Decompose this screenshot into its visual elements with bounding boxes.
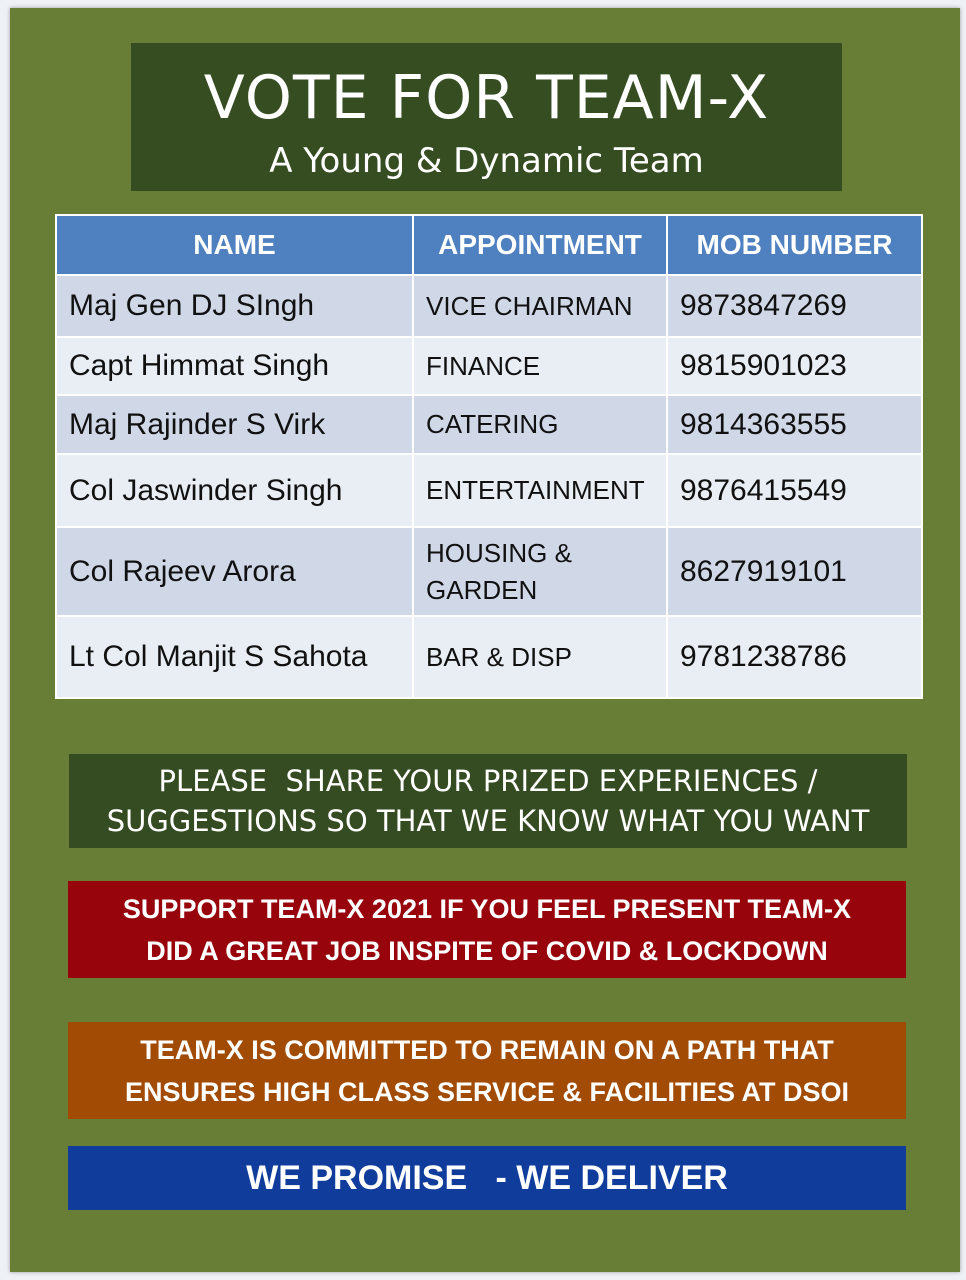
member-name: Capt Himmat Singh [56, 337, 413, 395]
table-row [56, 454, 922, 527]
promise-banner: WE PROMISE - WE DELIVER [68, 1146, 906, 1210]
table-row [56, 527, 922, 616]
member-name: Maj Rajinder S Virk [56, 395, 413, 454]
share-banner-line: SUGGESTIONS SO THAT WE KNOW WHAT YOU WANT [106, 804, 870, 838]
member-appointment: BAR & DISP [413, 616, 667, 698]
member-appointment: VICE CHAIRMAN [413, 275, 667, 337]
poster [10, 8, 960, 1272]
column-header-appointment: APPOINTMENT [413, 215, 667, 275]
member-mobile: 9781238786 [667, 616, 922, 698]
table-row [56, 337, 922, 395]
member-appointment [413, 527, 667, 616]
member-appointment: CATERING [413, 395, 667, 454]
member-mobile: 9873847269 [667, 275, 922, 337]
team-table [55, 214, 923, 699]
appointment-line: GARDEN [426, 574, 538, 605]
member-name: Lt Col Manjit S Sahota [56, 616, 413, 698]
member-name: Col Jaswinder Singh [56, 454, 413, 527]
member-appointment: ENTERTAINMENT [413, 454, 667, 527]
member-mobile: 9876415549 [667, 454, 922, 527]
commitment-banner [68, 1022, 906, 1119]
table-row [56, 616, 922, 698]
share-banner [69, 754, 907, 848]
table-row [56, 275, 922, 337]
member-name: Col Rajeev Arora [56, 527, 413, 616]
support-banner-line: DID A GREAT JOB INSPITE OF COVID & LOCKDOWN [146, 935, 828, 966]
title-box [131, 43, 842, 191]
member-mobile: 8627919101 [667, 527, 922, 616]
column-header-name: NAME [56, 215, 413, 275]
appointment-line: HOUSING & [426, 537, 572, 568]
member-mobile: 9814363555 [667, 395, 922, 454]
column-header-mobile: MOB NUMBER [667, 215, 922, 275]
commitment-banner-line: TEAM-X IS COMMITTED TO REMAIN ON A PATH THAT [140, 1034, 834, 1065]
commitment-banner-line: ENSURES HIGH CLASS SERVICE & FACILITIES AT DSOI [124, 1076, 850, 1107]
share-banner-line: PLEASE SHARE YOUR PRIZED EXPERIENCES / [158, 764, 818, 798]
member-mobile: 9815901023 [667, 337, 922, 395]
support-banner [68, 881, 906, 978]
member-name: Maj Gen DJ SIngh [56, 275, 413, 337]
support-banner-line: SUPPORT TEAM-X 2021 IF YOU FEEL PRESENT TEAM-X [122, 893, 852, 924]
member-appointment: FINANCE [413, 337, 667, 395]
page-subtitle: A Young & Dynamic Team [269, 141, 704, 181]
table-header-row [56, 215, 922, 275]
page-title: VOTE FOR TEAM-X [203, 63, 770, 133]
table-row [56, 395, 922, 454]
